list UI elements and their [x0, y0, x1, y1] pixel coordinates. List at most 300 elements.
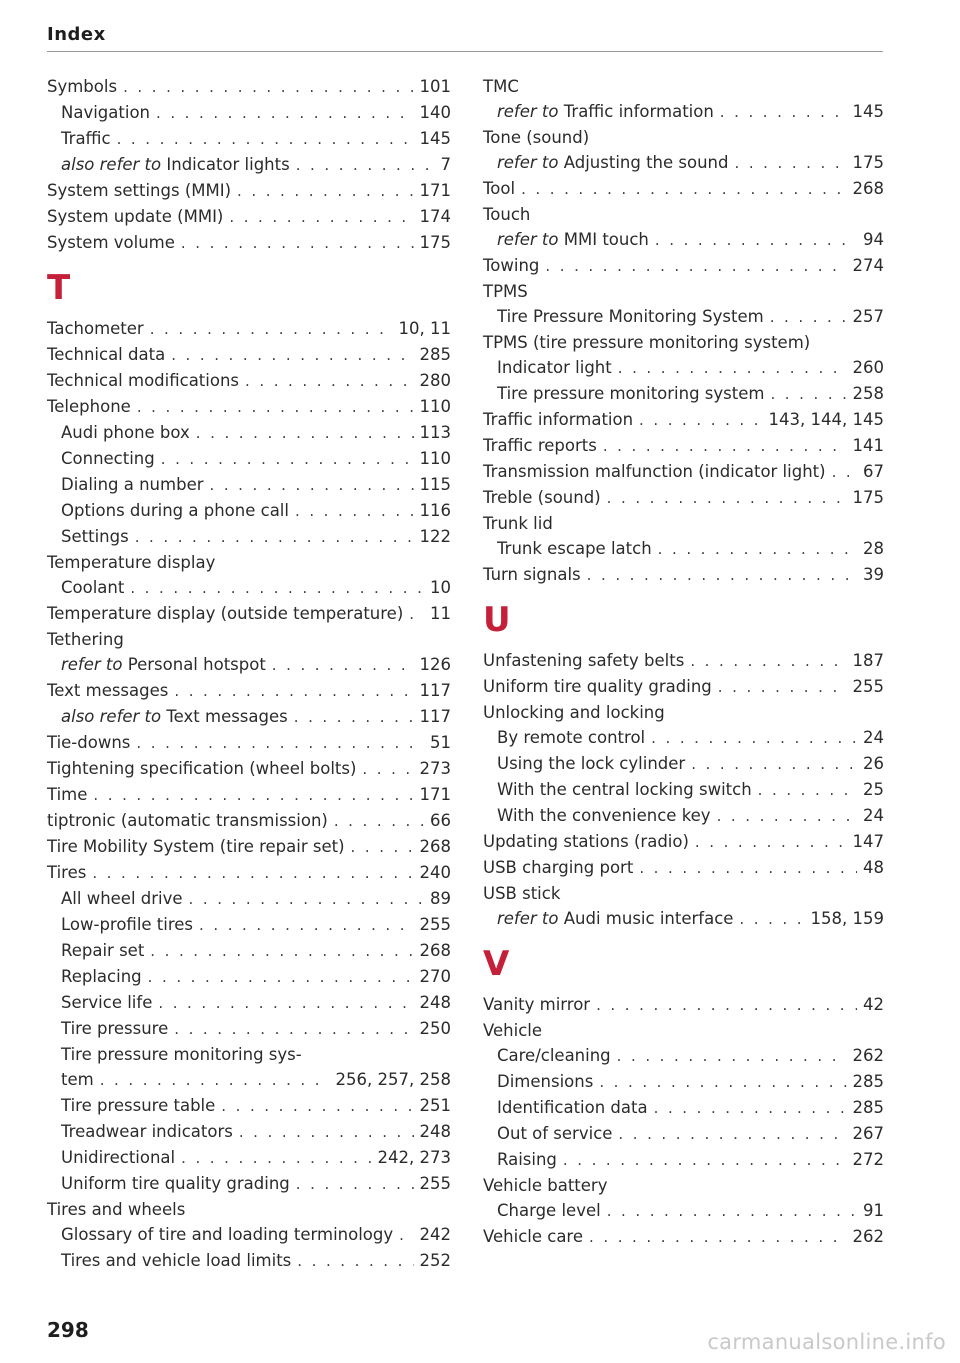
index-term-text: Tire Pressure Monitoring System: [497, 307, 764, 326]
index-term-text: Personal hotspot: [127, 655, 266, 674]
leader-dots: [135, 525, 414, 550]
page-reference: 256, 257, 258: [335, 1070, 451, 1089]
leader-dots: [617, 1044, 847, 1069]
leader-dots: [618, 356, 847, 381]
page-reference: 24: [863, 728, 884, 747]
index-entry: [483, 725, 884, 751]
index-term-text: Updating stations (radio): [483, 832, 689, 851]
index-term: [61, 472, 204, 497]
index-term: [47, 316, 144, 341]
index-term: [497, 355, 612, 380]
cross-reference-prefix: also refer to: [61, 155, 162, 174]
index-entry: [47, 126, 451, 152]
index-term-text: Treble (sound): [483, 488, 601, 507]
index-entry: [47, 1042, 451, 1067]
index-term: [61, 1016, 168, 1041]
cross-reference-prefix: refer to: [61, 655, 123, 674]
page-reference: 147: [852, 832, 884, 851]
leader-dots: [596, 993, 857, 1018]
index-term-text: USB charging port: [483, 858, 634, 877]
index-entry: [47, 368, 451, 394]
page-reference: 257: [852, 307, 884, 326]
cross-reference-prefix: refer to: [497, 909, 559, 928]
leader-dots: [150, 939, 413, 964]
leader-dots: [137, 395, 414, 420]
page-reference: 110: [419, 397, 451, 416]
index-term: [47, 808, 328, 833]
index-term-text: Text messages: [166, 707, 288, 726]
leader-dots: [221, 1094, 413, 1119]
index-term: [483, 829, 689, 854]
index-entry: [47, 420, 451, 446]
index-term: [497, 304, 764, 329]
page-reference: 250: [419, 1019, 451, 1038]
index-entry: [47, 1222, 451, 1248]
index-column-right: [483, 74, 884, 1250]
leader-dots: [130, 576, 424, 601]
index-term: [483, 176, 515, 201]
page-reference: 248: [419, 993, 451, 1012]
page-reference: 7: [440, 155, 451, 174]
index-entry: [47, 316, 451, 342]
index-term-text: Time: [47, 785, 88, 804]
index-entry: [483, 829, 884, 855]
index-entry: [483, 1095, 884, 1121]
leader-dots: [171, 343, 413, 368]
index-term: [61, 100, 150, 125]
index-term: [61, 1145, 175, 1170]
index-term-text: Trunk lid: [483, 514, 553, 533]
index-term: [497, 381, 764, 406]
index-term-text: Tachometer: [47, 319, 144, 338]
index-entry: [483, 433, 884, 459]
page-reference: 10: [430, 578, 451, 597]
index-term: [47, 230, 175, 255]
leader-dots: [589, 1225, 846, 1250]
index-term: [61, 1171, 290, 1196]
index-term: [483, 485, 601, 510]
page-reference: 24: [863, 806, 884, 825]
page-reference: 113: [419, 423, 451, 442]
page-reference: 267: [852, 1124, 884, 1143]
index-entry: [483, 1018, 884, 1043]
cross-reference-prefix: refer to: [497, 153, 559, 172]
leader-dots: [92, 861, 413, 886]
index-entry: [483, 227, 884, 253]
index-entry: [483, 304, 884, 330]
index-term: [483, 279, 528, 304]
index-term: [497, 99, 714, 124]
index-column-left: [47, 74, 451, 1274]
index-term-text: Repair set: [61, 941, 145, 960]
page-reference: 187: [852, 651, 884, 670]
index-term-text: Indicator lights: [166, 155, 290, 174]
page-reference: 110: [419, 449, 451, 468]
page-reference: 171: [419, 785, 451, 804]
index-entry: [47, 74, 451, 100]
leader-dots: [93, 783, 413, 808]
index-entry: [483, 751, 884, 777]
index-term: [61, 498, 289, 523]
index-entry: [47, 1067, 451, 1093]
page-reference: 66: [430, 811, 451, 830]
index-term-text: Tightening specification (wheel bolts): [47, 759, 357, 778]
index-entry: [483, 459, 884, 485]
index-term: [61, 126, 111, 151]
leader-dots: [181, 1146, 371, 1171]
page-number: 298: [47, 1318, 89, 1342]
index-term: [47, 627, 124, 652]
index-entry: [483, 700, 884, 725]
cross-reference-prefix: also refer to: [61, 707, 162, 726]
page-reference: 242, 273: [377, 1148, 451, 1167]
page-reference: 268: [419, 837, 451, 856]
index-term: [483, 330, 810, 355]
leader-dots: [334, 809, 424, 834]
index-term-text: Uniform tire quality grading: [61, 1174, 290, 1193]
page-reference: 89: [430, 889, 451, 908]
index-term-text: Charge level: [497, 1201, 601, 1220]
index-term: [47, 178, 231, 203]
index-term-text: With the convenience key: [497, 806, 711, 825]
index-entry: [483, 648, 884, 674]
leader-dots: [351, 835, 414, 860]
index-term-text: Transmission malfunction (indicator light): [483, 462, 826, 481]
index-term: [61, 152, 290, 177]
index-term-text: Tire pressure table: [61, 1096, 216, 1115]
index-term-text: Treadwear indicators: [61, 1122, 233, 1141]
index-term-text: Temperature display (outside temperature): [47, 604, 404, 623]
index-term-text: Towing: [483, 256, 540, 275]
cross-reference-prefix: refer to: [497, 230, 559, 249]
index-entry: [47, 912, 451, 938]
index-term: [47, 204, 223, 229]
leader-dots: [832, 460, 857, 485]
index-term-text: TPMS: [483, 282, 528, 301]
page-reference: 51: [430, 733, 451, 752]
leader-dots: [770, 305, 847, 330]
index-term-text: Connecting: [61, 449, 155, 468]
page-reference: 11: [430, 604, 451, 623]
index-term: [61, 1042, 302, 1067]
page-reference: 272: [852, 1150, 884, 1169]
index-term-text: Indicator light: [497, 358, 612, 377]
index-term-text: USB stick: [483, 884, 561, 903]
index-term: [47, 678, 168, 703]
leader-dots: [603, 434, 847, 459]
index-term: [47, 342, 165, 367]
index-term-text: Tires: [47, 863, 87, 882]
index-term-text: Tires and wheels: [47, 1200, 186, 1219]
index-term: [483, 648, 684, 673]
page-reference: 115: [419, 475, 451, 494]
page-reference: 91: [863, 1201, 884, 1220]
index-term-text: Text messages: [47, 681, 169, 700]
section-letter: T: [47, 268, 71, 308]
index-term-text: MMI touch: [563, 230, 649, 249]
index-entry: [483, 674, 884, 700]
leader-dots: [521, 177, 846, 202]
index-entry: [483, 381, 884, 407]
leader-dots: [229, 205, 413, 230]
index-term: [497, 536, 652, 561]
index-term-text: Tethering: [47, 630, 124, 649]
index-term-text: TPMS (tire pressure monitoring system): [483, 333, 811, 352]
index-term-text: Audi phone box: [61, 423, 190, 442]
page-reference: 242: [419, 1225, 451, 1244]
leader-dots: [691, 752, 857, 777]
leader-dots: [158, 991, 413, 1016]
index-entry: [483, 330, 884, 355]
index-entry: [47, 730, 451, 756]
page-reference: 270: [419, 967, 451, 986]
index-term: [483, 562, 581, 587]
leader-dots: [174, 679, 413, 704]
index-entry: [483, 803, 884, 829]
leader-dots: [174, 1017, 413, 1042]
index-term: [483, 407, 633, 432]
leader-dots: [735, 151, 847, 176]
index-entry: [483, 279, 884, 304]
page-reference: 26: [863, 754, 884, 773]
index-term: [61, 1093, 215, 1118]
index-term: [497, 1069, 593, 1094]
index-term: [61, 990, 152, 1015]
index-term: [483, 433, 597, 458]
page-reference: 48: [863, 858, 884, 877]
index-term: [483, 253, 539, 278]
index-term-text: Touch: [483, 205, 531, 224]
index-entry: [47, 498, 451, 524]
index-term-text: Vehicle care: [483, 1227, 584, 1246]
index-term: [61, 1222, 393, 1247]
page-reference: 145: [852, 102, 884, 121]
index-entry: [483, 150, 884, 176]
leader-dots: [717, 804, 857, 829]
page-reference: 158, 159: [810, 909, 884, 928]
index-term: [497, 803, 711, 828]
leader-dots: [117, 127, 414, 152]
index-term-text: Identification data: [497, 1098, 648, 1117]
leader-dots: [189, 887, 424, 912]
leader-dots: [690, 649, 846, 674]
index-entry: [47, 756, 451, 782]
index-term: [483, 459, 826, 484]
leader-dots: [210, 473, 414, 498]
index-term-text: Uniform tire quality grading: [483, 677, 712, 696]
index-entry: [47, 964, 451, 990]
index-term: [61, 652, 266, 677]
index-entry: [47, 860, 451, 886]
index-entry: [483, 176, 884, 202]
index-term: [483, 125, 589, 150]
index-term-text: Technical modifications: [47, 371, 240, 390]
index-term: [47, 782, 87, 807]
page-reference: 285: [852, 1098, 884, 1117]
section-letter: U: [483, 600, 511, 640]
page-reference: 117: [419, 707, 451, 726]
index-term: [47, 730, 130, 755]
index-term-text: Technical data: [47, 345, 166, 364]
leader-dots: [399, 1223, 413, 1248]
index-term-text: Adjusting the sound: [563, 153, 729, 172]
index-term-text: Tire pressure monitoring sys-: [61, 1045, 302, 1064]
page-reference: 285: [852, 1072, 884, 1091]
page-reference: 258: [852, 384, 884, 403]
page-reference: 67: [863, 462, 884, 481]
index-entry: [47, 678, 451, 704]
header-divider: [47, 51, 883, 52]
index-entry: [47, 446, 451, 472]
index-entry: [483, 536, 884, 562]
page-reference: 268: [419, 941, 451, 960]
index-term: [47, 74, 117, 99]
index-term-text: Tool: [483, 179, 516, 198]
index-term-text: Replacing: [61, 967, 142, 986]
index-entry: [47, 938, 451, 964]
index-term-text: Options during a phone call: [61, 501, 289, 520]
leader-dots: [618, 1122, 846, 1147]
index-term-text: Vanity mirror: [483, 995, 591, 1014]
index-term-text: Traffic: [61, 129, 111, 148]
index-term-text: Traffic reports: [483, 436, 597, 455]
index-entry: [483, 906, 884, 932]
index-entry: [483, 992, 884, 1018]
index-term: [47, 756, 356, 781]
index-term-text: Tone (sound): [483, 128, 590, 147]
leader-dots: [718, 675, 847, 700]
leader-dots: [150, 317, 393, 342]
page-reference: 255: [419, 915, 451, 934]
index-term: [497, 777, 752, 802]
leader-dots: [409, 602, 424, 627]
index-entry: [47, 1197, 451, 1222]
index-entry: [483, 1043, 884, 1069]
leader-dots: [296, 1172, 414, 1197]
index-term-text: Symbols: [47, 77, 118, 96]
index-term: [483, 992, 590, 1017]
page-reference: 140: [419, 103, 451, 122]
leader-dots: [654, 1096, 847, 1121]
leader-dots: [181, 231, 414, 256]
index-entry: [47, 1171, 451, 1197]
index-entry: [483, 1069, 884, 1095]
page-reference: 141: [852, 436, 884, 455]
leader-dots: [237, 179, 413, 204]
index-entry: [47, 204, 451, 230]
index-term: [483, 1173, 607, 1198]
index-term: [497, 1198, 601, 1223]
page-reference: 175: [852, 153, 884, 172]
index-term: [483, 202, 530, 227]
page-reference: 101: [419, 77, 451, 96]
page-reference: 143, 144, 145: [768, 410, 884, 429]
index-term-text: Tires and vehicle load limits: [61, 1251, 292, 1270]
index-term-text: Service life: [61, 993, 153, 1012]
index-entry: [483, 1147, 884, 1173]
index-entry: [483, 1173, 884, 1198]
leader-dots: [545, 254, 846, 279]
index-term: [497, 1095, 648, 1120]
page-reference: 122: [419, 527, 451, 546]
index-entry: [483, 125, 884, 150]
page-reference: 262: [852, 1227, 884, 1246]
page-reference: 260: [852, 358, 884, 377]
index-entry: [483, 1121, 884, 1147]
index-entry: [47, 627, 451, 652]
leader-dots: [297, 1249, 413, 1274]
page-reference: 255: [419, 1174, 451, 1193]
index-entry: [47, 394, 451, 420]
index-entry: [47, 472, 451, 498]
index-term-text: Tire pressure: [61, 1019, 169, 1038]
page-reference: 28: [863, 539, 884, 558]
leader-dots: [720, 100, 847, 125]
index-term-text: TMC: [483, 77, 519, 96]
index-term: [483, 855, 633, 880]
page-reference: 116: [419, 501, 451, 520]
leader-dots: [651, 726, 857, 751]
index-term: [497, 150, 729, 175]
index-term-text: Traffic information: [483, 410, 634, 429]
index-term: [61, 938, 144, 963]
leader-dots: [156, 101, 414, 126]
index-term-text: Using the lock cylinder: [497, 754, 686, 773]
index-term: [47, 601, 403, 626]
index-term-text: By remote control: [497, 728, 646, 747]
index-entry: [47, 1248, 451, 1274]
index-entry: [483, 855, 884, 881]
index-entry: [483, 74, 884, 99]
index-entry: [47, 886, 451, 912]
leader-dots: [161, 447, 414, 472]
index-term-text: Raising: [497, 1150, 557, 1169]
index-term-text: tem: [61, 1070, 94, 1089]
page-reference: 280: [419, 371, 451, 390]
index-term-text: System update (MMI): [47, 207, 224, 226]
leader-dots: [758, 778, 857, 803]
index-entry: [47, 152, 451, 178]
index-entry: [47, 601, 451, 627]
leader-dots: [607, 486, 847, 511]
index-entry: [47, 100, 451, 126]
leader-dots: [739, 907, 804, 932]
index-term: [497, 227, 649, 252]
index-term: [61, 420, 190, 445]
page-reference: 175: [852, 488, 884, 507]
index-entry: [483, 99, 884, 125]
page-reference: 285: [419, 345, 451, 364]
index-term-text: System volume: [47, 233, 175, 252]
index-term-text: Trunk escape latch: [497, 539, 652, 558]
index-entry: [47, 834, 451, 860]
index-entry: [47, 1093, 451, 1119]
index-entry: [47, 524, 451, 550]
index-entry: [483, 253, 884, 279]
index-term: [483, 511, 553, 536]
index-term-text: Audi music interface: [563, 909, 734, 928]
index-term: [47, 394, 131, 419]
page-reference: 126: [419, 655, 451, 674]
leader-dots: [245, 369, 413, 394]
page-reference: 274: [852, 256, 884, 275]
section-letter: V: [483, 944, 510, 984]
index-term-text: Turn signals: [483, 565, 581, 584]
leader-dots: [295, 499, 414, 524]
page-reference: 117: [419, 681, 451, 700]
index-term-text: Coolant: [61, 578, 125, 597]
index-entry: [47, 782, 451, 808]
